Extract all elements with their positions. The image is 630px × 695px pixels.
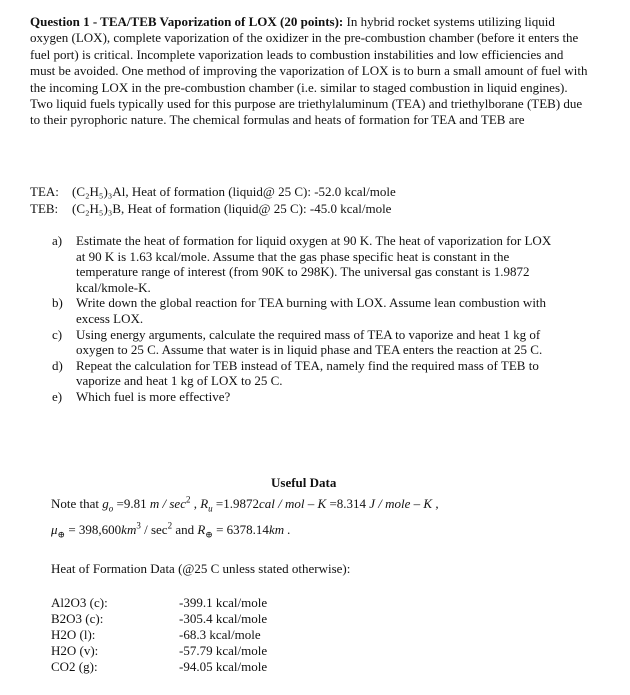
hof-species: H2O (v):	[51, 643, 99, 658]
ru-unit: cal / mol – K	[259, 496, 327, 511]
mu-symbol: μ	[51, 522, 58, 537]
hof-row	[51, 595, 267, 611]
part-text: Estimate the heat of formation for liquid oxygen at 90 K. The heat of vaporization for LOX at 90 K is 1.63 kcal/mole. Assume that the gas phase specific heat is constant in the temperature range of interest (from 90K to 298K). The universal gas constant is 1.9872 kcal/kmole-K.	[76, 233, 552, 295]
question-part-c	[52, 327, 552, 358]
constants-line-2	[51, 522, 291, 538]
part-text: Using energy arguments, calculate the required mass of TEA to vaporize and heat 1 kg of oxygen to 25 C. Assume that water is in liquid phase and TEA enters the reaction at 25 C.	[76, 326, 543, 358]
formula-text: (C₂H₅)₃Al, Heat of formation (liquid@ 25 C): -52.0 kcal/mole	[72, 184, 396, 199]
mu-unit-denominator-exponent: 2	[167, 520, 173, 531]
question-parts-list	[52, 233, 552, 405]
part-letter: e)	[52, 388, 63, 404]
question-body: In hybrid rocket systems utilizing liquid oxygen (LOX), complete vaporization of the oxidizer in the pre-combustion chamber (before it enters the fuel port) is critical. Incomplete vaporization leads to combustion instabilities and low efficiencies and must be avoided. One method of improving the vaporization of LOX is to burn a small amount of fuel with the incoming LOX in the pre-combustion chamber (i.e. similar to staged combustion in liquid engines). Two liquid fuels typically used for this purpose are triethylaluminum (TEA) and triethylborane (TEB) due to their pyrophoric nature. The chemical formulas and heats of formation for TEA and TEB are	[30, 14, 588, 128]
formula-row-teb	[30, 201, 396, 218]
mu-value: = 398,600	[68, 522, 122, 537]
part-text: Repeat the calculation for TEB instead of TEA, namely find the required mass of TEB to vaporize and heat 1 kg of LOX to 25 C.	[76, 357, 539, 389]
re-value: = 6378.14	[216, 522, 269, 537]
mu-unit: km	[121, 522, 137, 537]
g0-unit: m / sec	[149, 496, 186, 511]
ru-value: =1.9872	[215, 496, 260, 511]
ru-unit-si: J / mole – K ,	[369, 496, 439, 511]
question-part-b	[52, 295, 552, 326]
heat-of-formation-heading: Heat of Formation Data (@25 C unless stated otherwise):	[51, 561, 351, 576]
formula-row-tea	[30, 184, 396, 201]
hof-value: -68.3 kcal/mole	[179, 627, 261, 642]
g0-symbol: g	[102, 496, 109, 511]
hof-row	[51, 611, 267, 627]
hof-value: -94.05 kcal/mole	[179, 659, 268, 674]
formula-label: TEB:	[30, 200, 59, 216]
part-text: Write down the global reaction for TEA burning with LOX. Assume lean combustion with excess LOX.	[76, 295, 547, 326]
heat-of-formation-table	[51, 595, 267, 675]
mu-unit-exponent: 3	[136, 520, 141, 531]
hof-value: -305.4 kcal/mole	[179, 611, 268, 626]
hof-row	[51, 659, 267, 675]
hof-species: Al2O3 (c):	[51, 595, 108, 610]
hof-value: -57.79 kcal/mole	[179, 643, 268, 658]
part-letter: c)	[52, 326, 63, 342]
part-letter: b)	[52, 295, 63, 311]
note-prefix: Note that	[51, 496, 100, 511]
question-part-a	[52, 233, 552, 295]
formula-label: TEA:	[30, 184, 59, 199]
fuel-formulas	[30, 184, 396, 217]
ru-value-si: =8.314	[329, 496, 367, 511]
constants-line-1: Note that $g_o =9.81$ m / $\sec^2$ , $R_u =1.9872cal$ / mol – K =8.314 J / mole – K ,	[51, 494, 439, 514]
hof-value: -399.1 kcal/mole	[179, 595, 268, 610]
re-symbol: R	[197, 522, 206, 537]
question-part-d	[52, 358, 552, 389]
g0-value: =9.81	[116, 496, 147, 511]
hof-species: B2O3 (c):	[51, 611, 104, 626]
g0-subscript: o	[108, 503, 114, 514]
re-subscript: ⊕	[205, 529, 213, 540]
ru-subscript: u	[208, 503, 213, 514]
hof-row	[51, 643, 267, 659]
ru-symbol: R	[200, 496, 209, 511]
mu-unit-denominator: / sec	[144, 522, 168, 537]
hof-species: H2O (l):	[51, 627, 96, 642]
re-unit: km .	[268, 522, 291, 537]
mu-subscript: ⊕	[57, 529, 66, 540]
g0-unit-exponent: 2	[185, 494, 191, 505]
part-letter: a)	[52, 233, 63, 248]
part-letter: d)	[52, 357, 63, 373]
hof-row	[51, 627, 267, 643]
formula-text: (C₂H₅)₃B, Heat of formation (liquid@ 25 C): -45.0 kcal/mole	[72, 200, 392, 216]
question-paragraph	[30, 14, 590, 129]
part-text: Which fuel is more effective?	[76, 388, 231, 404]
hof-species: CO2 (g):	[51, 659, 98, 674]
question-heading: Question 1 - TEA/TEB Vaporization of LOX (20 points):	[30, 14, 344, 29]
question-part-e	[52, 389, 552, 405]
and-text: and	[175, 522, 195, 537]
useful-data-heading: Useful Data	[271, 475, 337, 490]
